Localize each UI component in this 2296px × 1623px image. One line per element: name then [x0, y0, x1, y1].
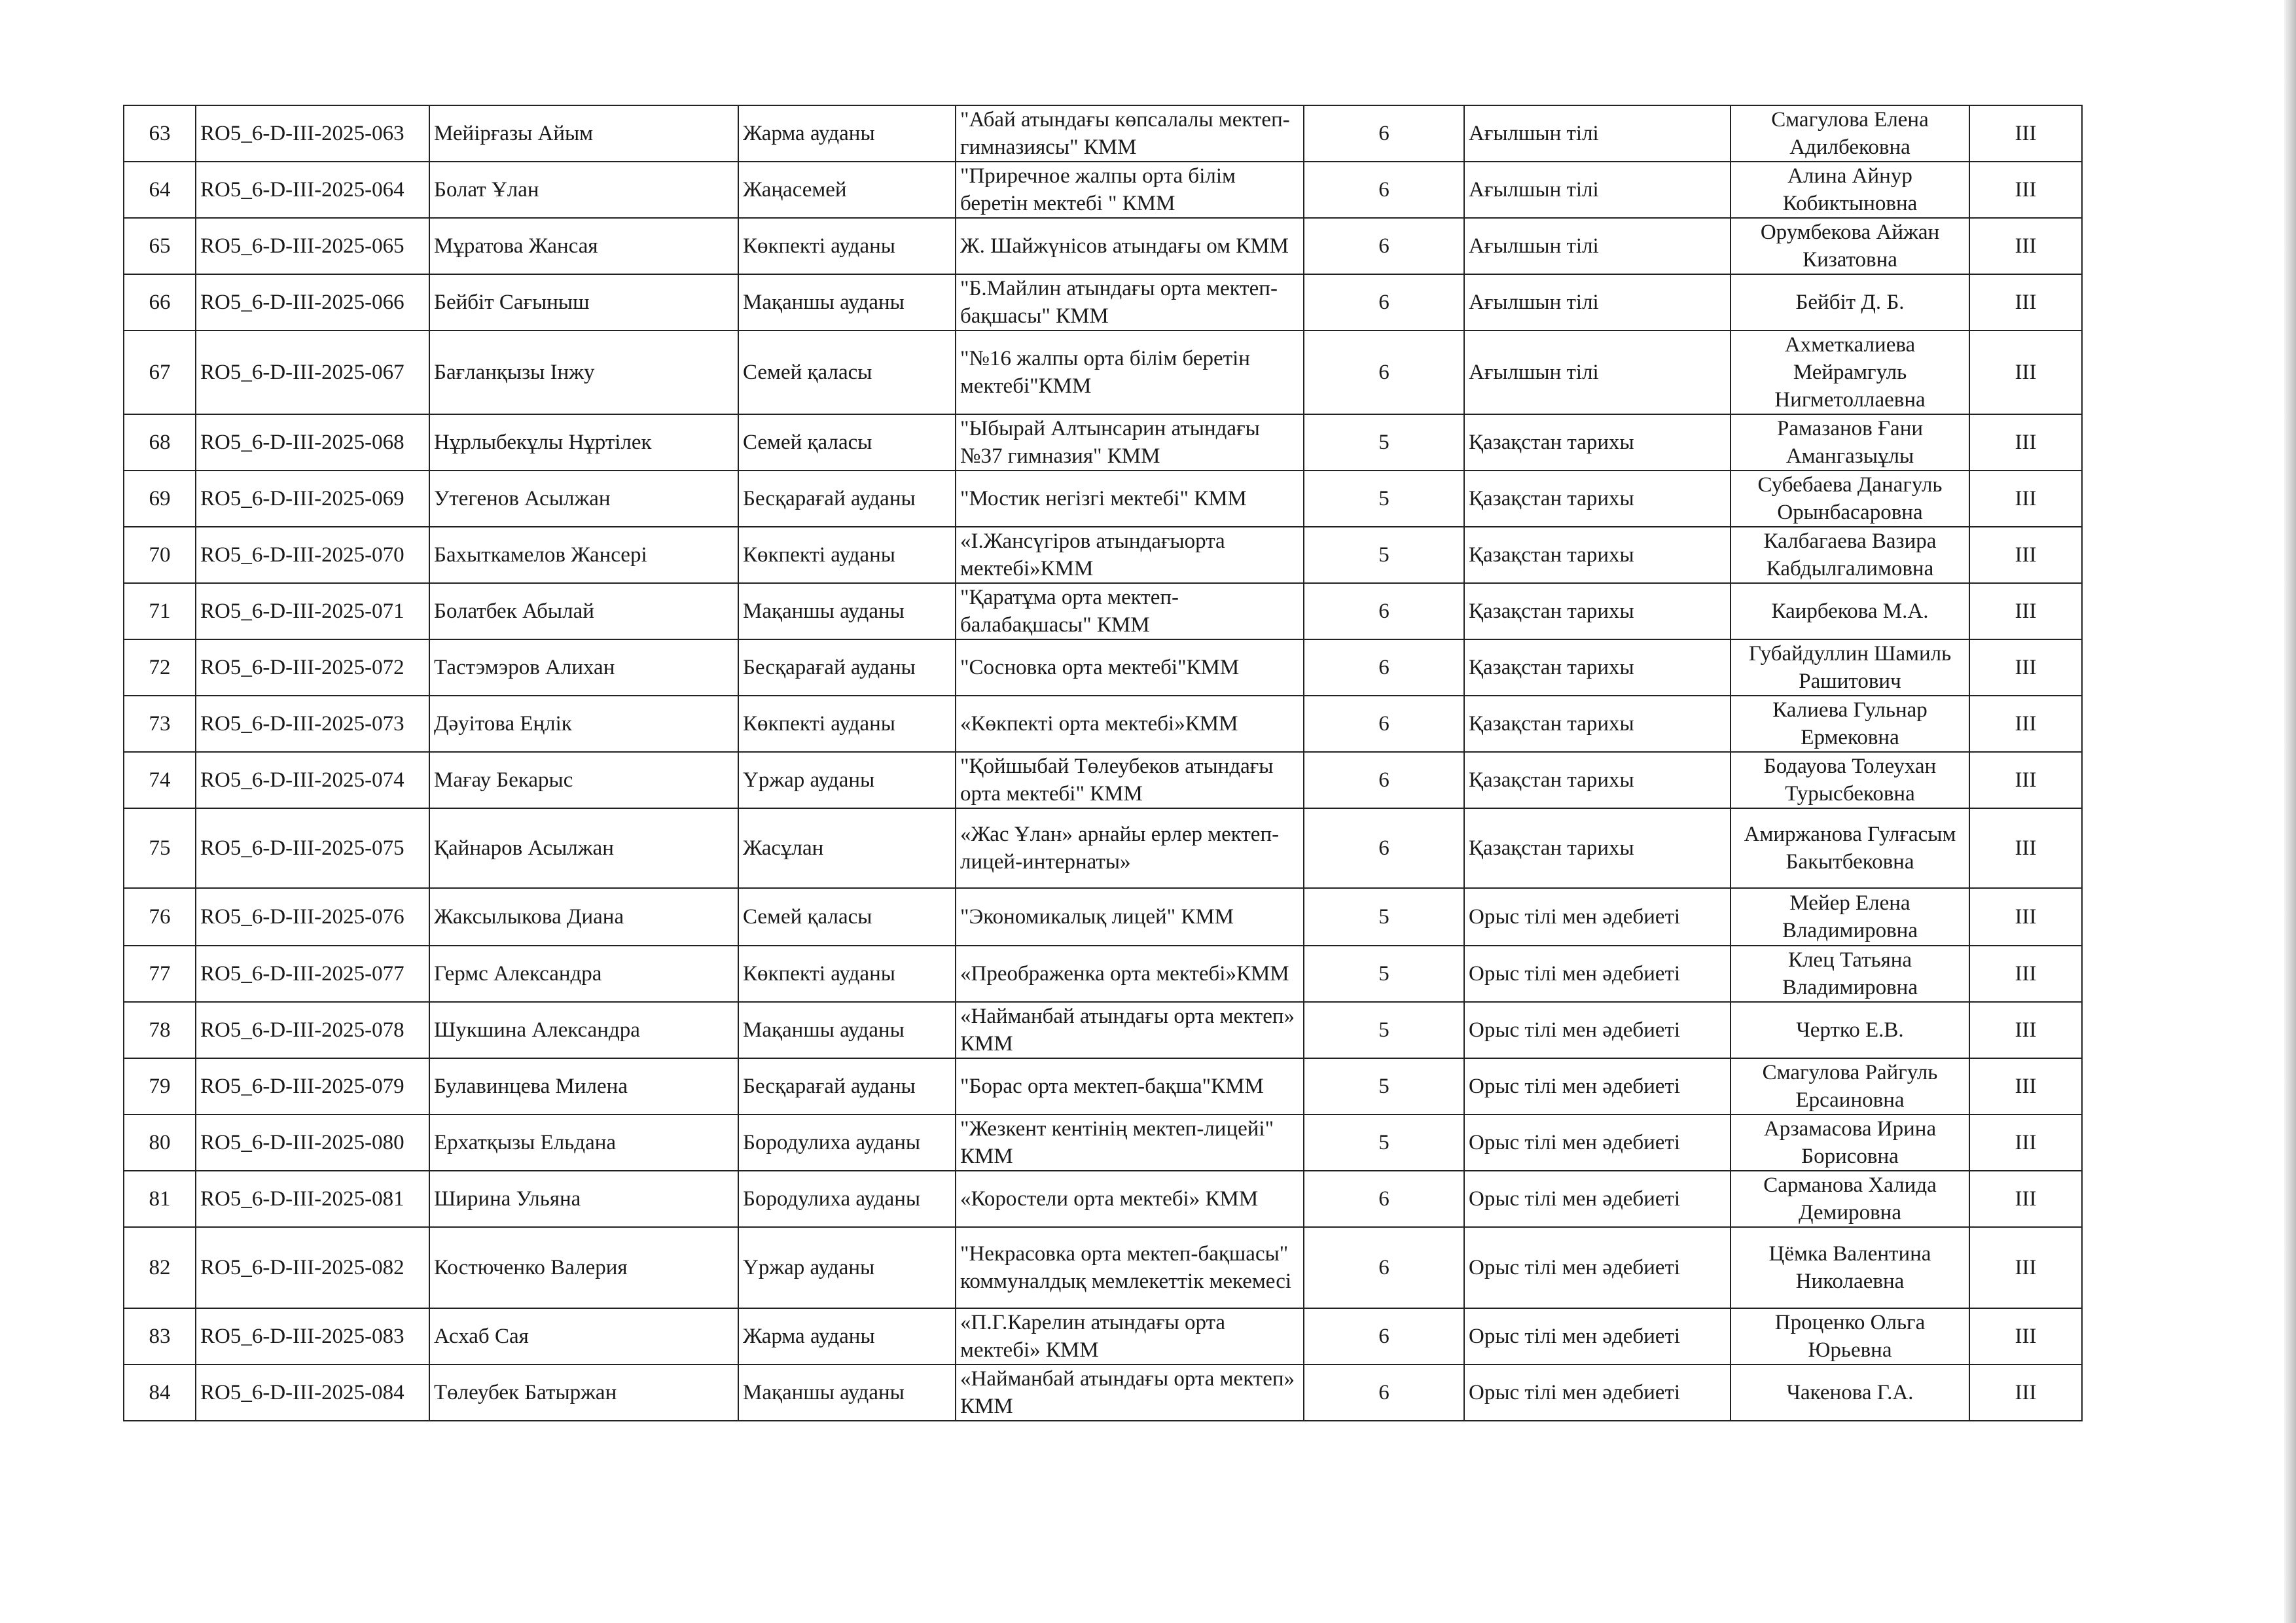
- district-cell: Бородулиха ауданы: [738, 1171, 956, 1227]
- subject-cell: Орыс тілі мен әдебиеті: [1464, 1364, 1731, 1421]
- district-cell: Семей қаласы: [738, 330, 956, 414]
- district-cell: Жасұлан: [738, 808, 956, 888]
- award-place-cell: III: [1969, 414, 2082, 471]
- award-place-cell: III: [1969, 527, 2082, 583]
- subject-cell: Ағылшын тілі: [1464, 105, 1731, 162]
- grade-cell: 5: [1304, 888, 1464, 946]
- participant-code-cell: RO5_6-D-III-2025-073: [196, 696, 429, 752]
- subject-cell: Орыс тілі мен әдебиеті: [1464, 946, 1731, 1002]
- district-cell: Мақаншы ауданы: [738, 274, 956, 330]
- teacher-name-cell: Каирбекова М.А.: [1731, 583, 1969, 639]
- grade-cell: 6: [1304, 583, 1464, 639]
- school-name-cell: «Көкпекті орта мектебі»КММ: [956, 696, 1304, 752]
- participant-name-cell: Дәуітова Еңлік: [429, 696, 738, 752]
- row-number-cell: 72: [124, 639, 196, 696]
- participant-code-cell: RO5_6-D-III-2025-078: [196, 1002, 429, 1058]
- table-row: [124, 752, 2082, 808]
- participant-code-cell: RO5_6-D-III-2025-070: [196, 527, 429, 583]
- subject-cell: Ағылшын тілі: [1464, 218, 1731, 274]
- table-row: [124, 162, 2082, 218]
- participant-code-cell: RO5_6-D-III-2025-063: [196, 105, 429, 162]
- award-place-cell: III: [1969, 639, 2082, 696]
- grade-cell: 6: [1304, 639, 1464, 696]
- district-cell: Көкпекті ауданы: [738, 218, 956, 274]
- teacher-name-cell: Бодауова Толеухан Турысбековна: [1731, 752, 1969, 808]
- row-number-cell: 83: [124, 1308, 196, 1364]
- subject-cell: Қазақстан тарихы: [1464, 414, 1731, 471]
- award-place-cell: III: [1969, 583, 2082, 639]
- grade-cell: 5: [1304, 1115, 1464, 1171]
- award-place-cell: III: [1969, 1364, 2082, 1421]
- subject-cell: Ағылшын тілі: [1464, 162, 1731, 218]
- teacher-name-cell: Чертко Е.В.: [1731, 1002, 1969, 1058]
- school-name-cell: "Мостик негізгі мектебі" КММ: [956, 471, 1304, 527]
- school-name-cell: «Преображенка орта мектебі»КММ: [956, 946, 1304, 1002]
- row-number-cell: 84: [124, 1364, 196, 1421]
- grade-cell: 6: [1304, 274, 1464, 330]
- grade-cell: 6: [1304, 1308, 1464, 1364]
- grade-cell: 6: [1304, 162, 1464, 218]
- participant-name-cell: Қайнаров Асылжан: [429, 808, 738, 888]
- school-name-cell: "Абай атындағы көпсалалы мектеп-гимназиясы" КММ: [956, 105, 1304, 162]
- subject-cell: Қазақстан тарихы: [1464, 583, 1731, 639]
- row-number-cell: 77: [124, 946, 196, 1002]
- row-number-cell: 78: [124, 1002, 196, 1058]
- district-cell: Көкпекті ауданы: [738, 527, 956, 583]
- subject-cell: Қазақстан тарихы: [1464, 527, 1731, 583]
- district-cell: Бесқарағай ауданы: [738, 639, 956, 696]
- teacher-name-cell: Смагулова Райгуль Ерсаиновна: [1731, 1058, 1969, 1115]
- participant-name-cell: Ширина Ульяна: [429, 1171, 738, 1227]
- row-number-cell: 75: [124, 808, 196, 888]
- row-number-cell: 65: [124, 218, 196, 274]
- participant-name-cell: Утегенов Асылжан: [429, 471, 738, 527]
- table-row: [124, 471, 2082, 527]
- award-place-cell: III: [1969, 218, 2082, 274]
- grade-cell: 6: [1304, 808, 1464, 888]
- district-cell: Мақаншы ауданы: [738, 583, 956, 639]
- participant-code-cell: RO5_6-D-III-2025-075: [196, 808, 429, 888]
- results-table: [123, 105, 2083, 1421]
- row-number-cell: 71: [124, 583, 196, 639]
- district-cell: Үржар ауданы: [738, 752, 956, 808]
- participant-name-cell: Төлеубек Батыржан: [429, 1364, 738, 1421]
- participant-code-cell: RO5_6-D-III-2025-079: [196, 1058, 429, 1115]
- district-cell: Жарма ауданы: [738, 105, 956, 162]
- award-place-cell: III: [1969, 888, 2082, 946]
- participant-code-cell: RO5_6-D-III-2025-069: [196, 471, 429, 527]
- participant-name-cell: Булавинцева Милена: [429, 1058, 738, 1115]
- table-row: [124, 414, 2082, 471]
- row-number-cell: 66: [124, 274, 196, 330]
- subject-cell: Қазақстан тарихы: [1464, 471, 1731, 527]
- participant-name-cell: Ерхатқызы Ельдана: [429, 1115, 738, 1171]
- row-number-cell: 80: [124, 1115, 196, 1171]
- table-row: [124, 888, 2082, 946]
- school-name-cell: "№16 жалпы орта білім беретін мектебі"КММ: [956, 330, 1304, 414]
- participant-name-cell: Бағланқызы Інжу: [429, 330, 738, 414]
- school-name-cell: "Приречное жалпы орта білім беретін мектебі " КММ: [956, 162, 1304, 218]
- row-number-cell: 82: [124, 1227, 196, 1308]
- teacher-name-cell: Бейбіт Д. Б.: [1731, 274, 1969, 330]
- teacher-name-cell: Алина Айнур Кобиктыновна: [1731, 162, 1969, 218]
- teacher-name-cell: Субебаева Данагуль Орынбасаровна: [1731, 471, 1969, 527]
- participant-code-cell: RO5_6-D-III-2025-068: [196, 414, 429, 471]
- teacher-name-cell: Арзамасова Ирина Борисовна: [1731, 1115, 1969, 1171]
- participant-code-cell: RO5_6-D-III-2025-082: [196, 1227, 429, 1308]
- participant-name-cell: Болат Ұлан: [429, 162, 738, 218]
- subject-cell: Ағылшын тілі: [1464, 274, 1731, 330]
- teacher-name-cell: Губайдуллин Шамиль Рашитович: [1731, 639, 1969, 696]
- participant-name-cell: Асхаб Сая: [429, 1308, 738, 1364]
- teacher-name-cell: Амиржанова Гулғасым Бакытбековна: [1731, 808, 1969, 888]
- participant-code-cell: RO5_6-D-III-2025-083: [196, 1308, 429, 1364]
- grade-cell: 6: [1304, 105, 1464, 162]
- school-name-cell: "Некрасовка орта мектеп-бақшасы" коммуналдық мемлекеттік мекемесі: [956, 1227, 1304, 1308]
- school-name-cell: "Сосновка орта мектебі"КММ: [956, 639, 1304, 696]
- subject-cell: Орыс тілі мен әдебиеті: [1464, 1171, 1731, 1227]
- table-row: [124, 218, 2082, 274]
- teacher-name-cell: Цёмка Валентина Николаевна: [1731, 1227, 1969, 1308]
- grade-cell: 5: [1304, 1002, 1464, 1058]
- award-place-cell: III: [1969, 1002, 2082, 1058]
- participant-name-cell: Нұрлыбекұлы Нұртілек: [429, 414, 738, 471]
- table-row: [124, 696, 2082, 752]
- school-name-cell: "Б.Майлин атындағы орта мектеп-бақшасы" КММ: [956, 274, 1304, 330]
- results-table-body: [124, 105, 2082, 1421]
- participant-code-cell: RO5_6-D-III-2025-077: [196, 946, 429, 1002]
- school-name-cell: "Борас орта мектеп-бақша"КММ: [956, 1058, 1304, 1115]
- scan-page-edge: [2284, 0, 2296, 1623]
- teacher-name-cell: Калбагаева Вазира Кабдылгалимовна: [1731, 527, 1969, 583]
- district-cell: Бесқарағай ауданы: [738, 1058, 956, 1115]
- participant-name-cell: Мағау Бекарыс: [429, 752, 738, 808]
- table-row: [124, 330, 2082, 414]
- district-cell: Бородулиха ауданы: [738, 1115, 956, 1171]
- participant-code-cell: RO5_6-D-III-2025-081: [196, 1171, 429, 1227]
- subject-cell: Орыс тілі мен әдебиеті: [1464, 1115, 1731, 1171]
- grade-cell: 5: [1304, 946, 1464, 1002]
- teacher-name-cell: Смагулова Елена Адилбековна: [1731, 105, 1969, 162]
- grade-cell: 5: [1304, 527, 1464, 583]
- school-name-cell: "Ыбырай Алтынсарин атындағы №37 гимназия" КММ: [956, 414, 1304, 471]
- table-row: [124, 639, 2082, 696]
- district-cell: Көкпекті ауданы: [738, 696, 956, 752]
- school-name-cell: «Найманбай атындағы орта мектеп» КММ: [956, 1002, 1304, 1058]
- participant-code-cell: RO5_6-D-III-2025-066: [196, 274, 429, 330]
- row-number-cell: 63: [124, 105, 196, 162]
- table-row: [124, 105, 2082, 162]
- table-row: [124, 1115, 2082, 1171]
- participant-code-cell: RO5_6-D-III-2025-072: [196, 639, 429, 696]
- participant-name-cell: Мұратова Жансая: [429, 218, 738, 274]
- district-cell: Жаңасемей: [738, 162, 956, 218]
- teacher-name-cell: Орумбекова Айжан Кизатовна: [1731, 218, 1969, 274]
- subject-cell: Ағылшын тілі: [1464, 330, 1731, 414]
- row-number-cell: 81: [124, 1171, 196, 1227]
- award-place-cell: III: [1969, 162, 2082, 218]
- grade-cell: 6: [1304, 218, 1464, 274]
- teacher-name-cell: Клец Татьяна Владимировна: [1731, 946, 1969, 1002]
- district-cell: Үржар ауданы: [738, 1227, 956, 1308]
- table-row: [124, 808, 2082, 888]
- school-name-cell: «І.Жансүгіров атындағыорта мектебі»КММ: [956, 527, 1304, 583]
- teacher-name-cell: Сарманова Халида Демировна: [1731, 1171, 1969, 1227]
- school-name-cell: «Жас Ұлан» арнайы ерлер мектеп-лицей-интернаты»: [956, 808, 1304, 888]
- award-place-cell: III: [1969, 1227, 2082, 1308]
- grade-cell: 5: [1304, 471, 1464, 527]
- table-row: [124, 1364, 2082, 1421]
- award-place-cell: III: [1969, 1308, 2082, 1364]
- participant-code-cell: RO5_6-D-III-2025-076: [196, 888, 429, 946]
- participant-code-cell: RO5_6-D-III-2025-071: [196, 583, 429, 639]
- participant-name-cell: Болатбек Абылай: [429, 583, 738, 639]
- table-row: [124, 274, 2082, 330]
- school-name-cell: "Жезкент кентінің мектеп-лицейі" КММ: [956, 1115, 1304, 1171]
- teacher-name-cell: Мейер Елена Владимировна: [1731, 888, 1969, 946]
- table-row: [124, 946, 2082, 1002]
- subject-cell: Орыс тілі мен әдебиеті: [1464, 1308, 1731, 1364]
- table-row: [124, 583, 2082, 639]
- participant-code-cell: RO5_6-D-III-2025-067: [196, 330, 429, 414]
- award-place-cell: III: [1969, 1115, 2082, 1171]
- award-place-cell: III: [1969, 471, 2082, 527]
- award-place-cell: III: [1969, 1058, 2082, 1115]
- row-number-cell: 70: [124, 527, 196, 583]
- grade-cell: 6: [1304, 330, 1464, 414]
- row-number-cell: 68: [124, 414, 196, 471]
- participant-name-cell: Костюченко Валерия: [429, 1227, 738, 1308]
- district-cell: Мақаншы ауданы: [738, 1364, 956, 1421]
- subject-cell: Орыс тілі мен әдебиеті: [1464, 1002, 1731, 1058]
- district-cell: Мақаншы ауданы: [738, 1002, 956, 1058]
- participant-name-cell: Бейбіт Сағыныш: [429, 274, 738, 330]
- teacher-name-cell: Калиева Гульнар Ермековна: [1731, 696, 1969, 752]
- table-row: [124, 1002, 2082, 1058]
- row-number-cell: 76: [124, 888, 196, 946]
- participant-code-cell: RO5_6-D-III-2025-065: [196, 218, 429, 274]
- grade-cell: 6: [1304, 1364, 1464, 1421]
- table-row: [124, 1171, 2082, 1227]
- school-name-cell: Ж. Шайжүнісов атындағы ом КММ: [956, 218, 1304, 274]
- school-name-cell: "Қойшыбай Төлеубеков атындағы орта мектебі" КММ: [956, 752, 1304, 808]
- teacher-name-cell: Проценко Ольга Юрьевна: [1731, 1308, 1969, 1364]
- school-name-cell: «Найманбай атындағы орта мектеп» КММ: [956, 1364, 1304, 1421]
- district-cell: Семей қаласы: [738, 888, 956, 946]
- table-row: [124, 1058, 2082, 1115]
- participant-name-cell: Гермс Александра: [429, 946, 738, 1002]
- award-place-cell: III: [1969, 752, 2082, 808]
- award-place-cell: III: [1969, 696, 2082, 752]
- teacher-name-cell: Рамазанов Ғани Амангазыұлы: [1731, 414, 1969, 471]
- award-place-cell: III: [1969, 946, 2082, 1002]
- row-number-cell: 79: [124, 1058, 196, 1115]
- table-row: [124, 1227, 2082, 1308]
- participant-code-cell: RO5_6-D-III-2025-084: [196, 1364, 429, 1421]
- grade-cell: 6: [1304, 1227, 1464, 1308]
- row-number-cell: 74: [124, 752, 196, 808]
- row-number-cell: 73: [124, 696, 196, 752]
- award-place-cell: III: [1969, 1171, 2082, 1227]
- row-number-cell: 64: [124, 162, 196, 218]
- participant-code-cell: RO5_6-D-III-2025-064: [196, 162, 429, 218]
- row-number-cell: 67: [124, 330, 196, 414]
- subject-cell: Орыс тілі мен әдебиеті: [1464, 1227, 1731, 1308]
- participant-code-cell: RO5_6-D-III-2025-074: [196, 752, 429, 808]
- award-place-cell: III: [1969, 105, 2082, 162]
- teacher-name-cell: Ахметкалиева Мейрамгуль Нигметоллаевна: [1731, 330, 1969, 414]
- subject-cell: Қазақстан тарихы: [1464, 808, 1731, 888]
- participant-name-cell: Мейірғазы Айым: [429, 105, 738, 162]
- district-cell: Бесқарағай ауданы: [738, 471, 956, 527]
- subject-cell: Орыс тілі мен әдебиеті: [1464, 888, 1731, 946]
- subject-cell: Қазақстан тарихы: [1464, 752, 1731, 808]
- participant-name-cell: Жаксылыкова Диана: [429, 888, 738, 946]
- teacher-name-cell: Чакенова Г.А.: [1731, 1364, 1969, 1421]
- grade-cell: 5: [1304, 1058, 1464, 1115]
- school-name-cell: "Экономикалық лицей" КММ: [956, 888, 1304, 946]
- participant-code-cell: RO5_6-D-III-2025-080: [196, 1115, 429, 1171]
- subject-cell: Қазақстан тарихы: [1464, 639, 1731, 696]
- grade-cell: 6: [1304, 752, 1464, 808]
- district-cell: Көкпекті ауданы: [738, 946, 956, 1002]
- grade-cell: 6: [1304, 1171, 1464, 1227]
- award-place-cell: III: [1969, 808, 2082, 888]
- award-place-cell: III: [1969, 330, 2082, 414]
- participant-name-cell: Шукшина Александра: [429, 1002, 738, 1058]
- grade-cell: 6: [1304, 696, 1464, 752]
- school-name-cell: «П.Г.Карелин атындағы орта мектебі» КММ: [956, 1308, 1304, 1364]
- row-number-cell: 69: [124, 471, 196, 527]
- grade-cell: 5: [1304, 414, 1464, 471]
- table-row: [124, 527, 2082, 583]
- participant-name-cell: Тастэмэров Алихан: [429, 639, 738, 696]
- subject-cell: Қазақстан тарихы: [1464, 696, 1731, 752]
- district-cell: Семей қаласы: [738, 414, 956, 471]
- award-place-cell: III: [1969, 274, 2082, 330]
- district-cell: Жарма ауданы: [738, 1308, 956, 1364]
- school-name-cell: "Қаратұма орта мектеп-балабақшасы" КММ: [956, 583, 1304, 639]
- school-name-cell: «Коростели орта мектебі» КММ: [956, 1171, 1304, 1227]
- table-row: [124, 1308, 2082, 1364]
- subject-cell: Орыс тілі мен әдебиеті: [1464, 1058, 1731, 1115]
- participant-name-cell: Бахыткамелов Жансері: [429, 527, 738, 583]
